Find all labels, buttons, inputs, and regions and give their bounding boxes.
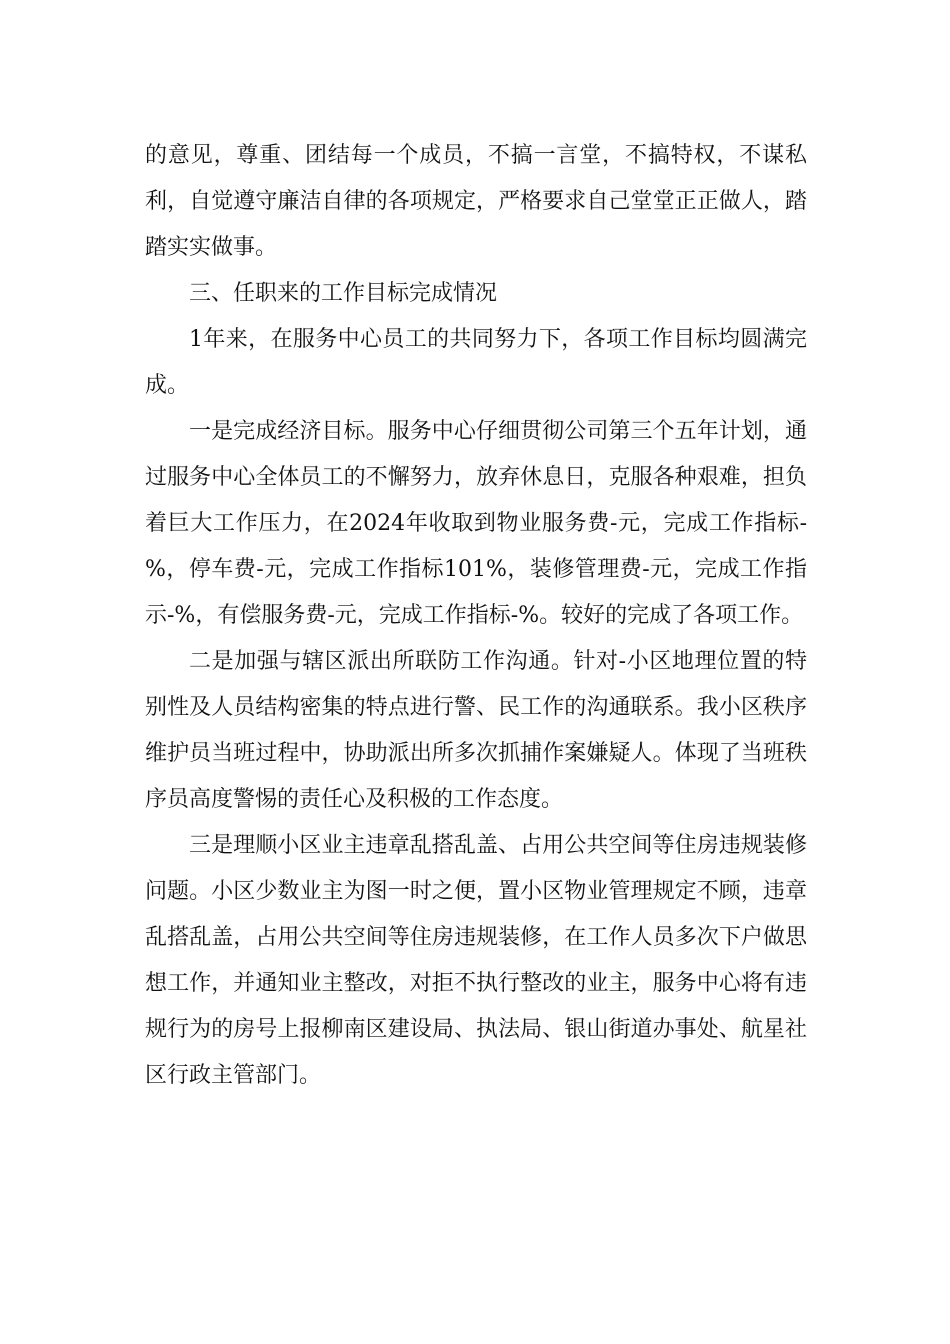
section-heading: 三、任职来的工作目标完成情况 <box>189 281 498 306</box>
paragraph-illegal-construction: 三是理顺小区业主违章乱搭乱盖、占用公共空间等住房违规装修问题。小区少数业主为图一时之便，置小区物业管理规定不顾，违章乱搭乱盖，占用公共空间等住房违规装修，在工作人员多次下户做思想工作，并通知业主整改，对拒不执行整改的业主，服务中心将有违规行为的房号上报柳南区建设局、执法局、银山街道办事处、航星社区行政主管部门。 <box>145 833 807 1088</box>
paragraph-economic-goals: 一是完成经济目标。服务中心仔细贯彻公司第三个五年计划，通过服务中心全体员工的不懈努力，放弃休息日，克服各种艰难，担负着巨大工作压力，在2024年收取到物业服务费-元，完成工作指标-%，停车费-元，完成工作指标101%，装修管理费-元，完成工作指示-%，有偿服务费-元，完成工作指标-%。较好的完成了各项工作。 <box>145 419 807 628</box>
paragraph-police-cooperation: 二是加强与辖区派出所联防工作沟通。针对-小区地理位置的特别性及人员结构密集的特点进行警、民工作的沟通联系。我小区秩序维护员当班过程中，协助派出所多次抓捕作案嫌疑人。体现了当班秩序员高度警惕的责任心及积极的工作态度。 <box>145 649 807 812</box>
document-body <box>145 133 807 1099</box>
paragraph-summary: 1年来，在服务中心员工的共同努力下，各项工作目标均圆满完成。 <box>145 327 807 398</box>
paragraph-continuation: 的意见，尊重、团结每一个成员，不搞一言堂，不搞特权，不谋私利，自觉遵守廉洁自律的各项规定，严格要求自己堂堂正正做人，踏踏实实做事。 <box>145 143 807 260</box>
